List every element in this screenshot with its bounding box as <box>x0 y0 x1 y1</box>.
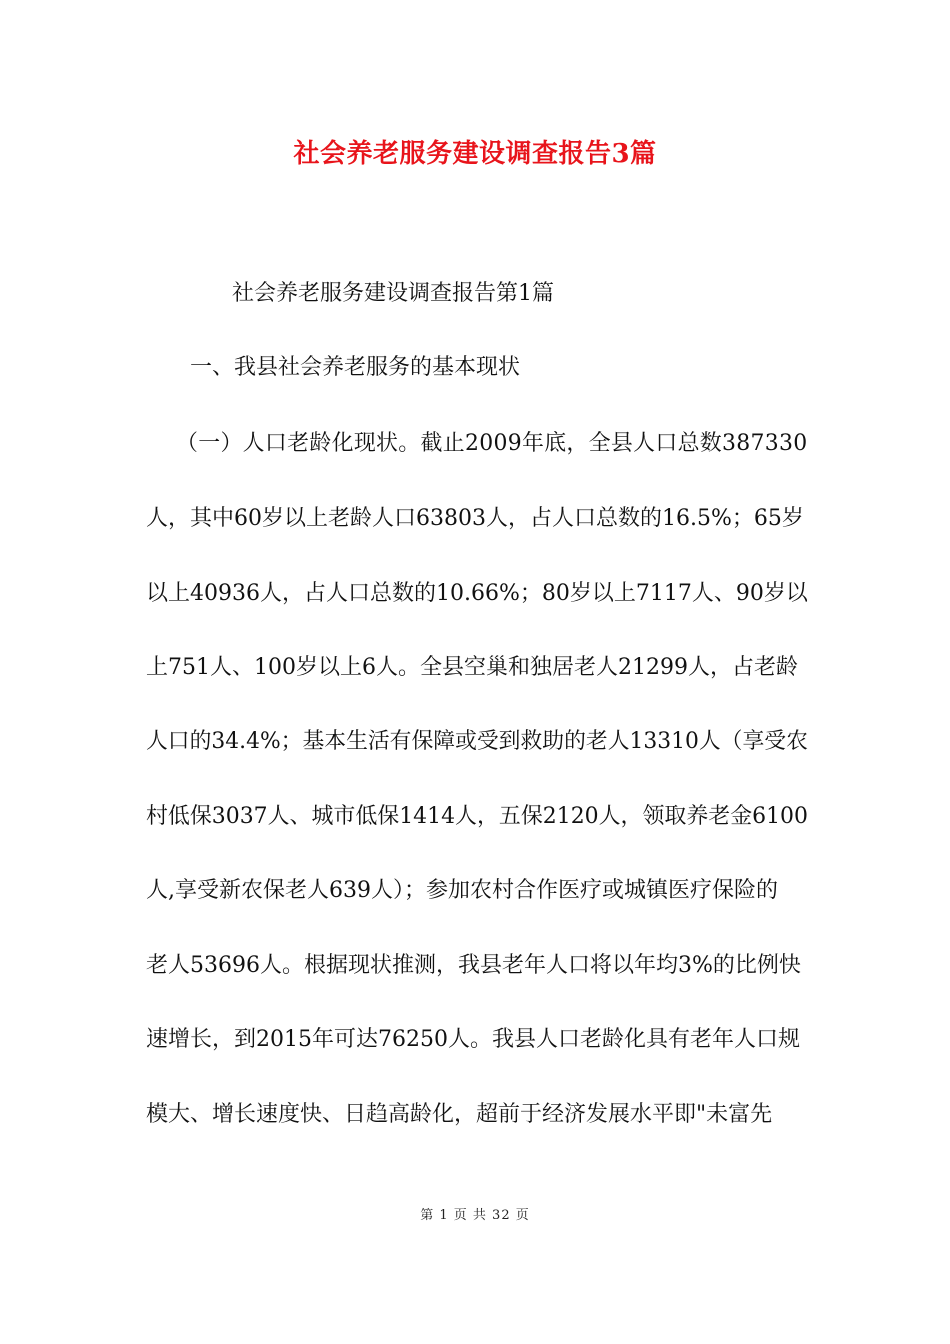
paragraph-line: （一）人口老龄化现状。截止2009年底，全县人口总数387330 <box>176 431 808 456</box>
paragraph-line: 模大、增长速度快、日趋高龄化，超前于经济发展水平即"未富先 <box>146 1102 773 1127</box>
paragraph-line: 上751人、100岁以上6人。全县空巢和独居老人21299人，占老龄 <box>146 655 798 680</box>
section-heading: 一、我县社会养老服务的基本现状 <box>190 355 521 380</box>
paragraph-line: 速增长，到2015年可达76250人。我县人口老龄化具有老年人口规 <box>146 1027 800 1052</box>
paragraph-line: 人口的34.4%；基本生活有保障或受到救助的老人13310人（享受农 <box>146 729 808 754</box>
report-subtitle: 社会养老服务建设调查报告第1篇 <box>232 281 554 306</box>
page-footer: 第 1 页 共 32 页 <box>420 1208 530 1223</box>
paragraph-line: 人,享受新农保老人639人）；参加农村合作医疗或城镇医疗保险的 <box>146 878 778 903</box>
paragraph-line: 人，其中60岁以上老龄人口63803人，占人口总数的16.5%；65岁 <box>146 506 804 531</box>
paragraph-line: 老人53696人。根据现状推测，我县老年人口将以年均3%的比例快 <box>146 953 801 978</box>
paragraph-line: 以上40936人，占人口总数的10.66%；80岁以上7117人、90岁以 <box>146 581 808 606</box>
document-title: 社会养老服务建设调查报告3篇 <box>293 139 657 169</box>
paragraph-line: 村低保3037人、城市低保1414人，五保2120人，领取养老金6100 <box>146 804 808 829</box>
